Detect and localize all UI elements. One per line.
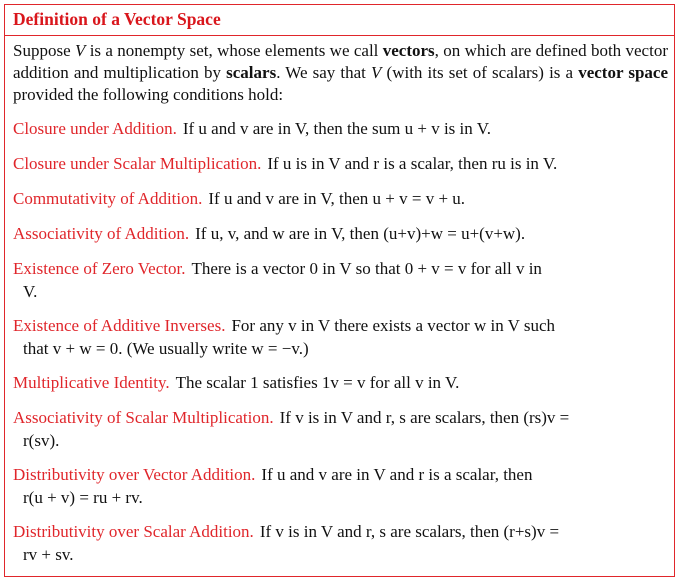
axiom-multiplicative-identity	[13, 371, 661, 394]
intro-term-vectors: vectors	[382, 41, 435, 60]
axiom-commutativity	[13, 187, 661, 210]
axiom-name: Closure under Scalar Multiplication.	[13, 154, 262, 173]
axiom-text-continued: r(sv).	[23, 431, 60, 450]
axiom-name: Commutativity of Addition.	[13, 189, 203, 208]
axiom-associativity-scalar	[13, 406, 661, 452]
intro-var: V	[371, 63, 382, 82]
axiom-text: If u is in V and r is a scalar, then ru is in V.	[267, 154, 558, 173]
intro-text: provided the following conditions hold:	[13, 85, 284, 104]
intro-text: Suppose	[13, 41, 75, 60]
definition-box	[4, 4, 675, 577]
axiom-distributivity-scalar	[13, 520, 661, 566]
definition-title: Definition of a Vector Space	[13, 9, 221, 29]
axiom-associativity-addition	[13, 222, 661, 245]
axiom-text: If v is in V and r, s are scalars, then (r+s)v =	[259, 522, 560, 541]
axiom-text-continued: that v + w = 0. (We usually write w = −v.)	[23, 339, 309, 358]
axiom-text-continued: r(u + v) = ru + rv.	[23, 488, 143, 507]
axiom-closure-scalar	[13, 152, 661, 175]
axiom-distributivity-vector	[13, 463, 661, 509]
axiom-text-continued: V.	[23, 282, 38, 301]
axiom-name: Existence of Zero Vector.	[13, 259, 186, 278]
axiom-name: Existence of Additive Inverses.	[13, 316, 226, 335]
axiom-name: Associativity of Addition.	[13, 224, 190, 243]
axiom-text: If u and v are in V and r is a scalar, then	[261, 465, 533, 484]
intro-text: (with its set of scalars) is a	[381, 63, 579, 82]
intro-var: V	[74, 41, 86, 60]
axiom-text: There is a vector 0 in V so that 0 + v = v for all v in	[191, 259, 542, 278]
intro-term-scalars: scalars	[226, 63, 277, 82]
axiom-text: If u and v are in V, then the sum u + v is in V.	[182, 119, 492, 138]
axiom-text: For any v in V there exists a vector w in V such	[231, 316, 556, 335]
axiom-name: Distributivity over Vector Addition.	[13, 465, 256, 484]
intro-text: . We say that	[276, 63, 372, 82]
axiom-text: The scalar 1 satisfies 1v = v for all v in V.	[175, 373, 460, 392]
axiom-zero-vector	[13, 257, 661, 303]
axiom-name: Closure under Addition.	[13, 119, 177, 138]
axiom-name: Distributivity over Scalar Addition.	[13, 522, 254, 541]
axiom-name: Associativity of Scalar Multiplication.	[13, 408, 274, 427]
axiom-name: Multiplicative Identity.	[13, 373, 170, 392]
title-divider	[5, 35, 674, 36]
axiom-text: If u, v, and w are in V, then (u+v)+w = u+(v+w).	[195, 224, 526, 243]
intro-text: , on which are defined both vector addition and multiplication by	[13, 41, 668, 82]
intro-paragraph	[13, 40, 668, 106]
axiom-text-continued: rv + sv.	[23, 545, 74, 564]
axiom-text: If u and v are in V, then u + v = v + u.	[208, 189, 466, 208]
axiom-closure-addition	[13, 117, 661, 140]
axiom-text: If v is in V and r, s are scalars, then (rs)v =	[279, 408, 570, 427]
intro-term-vector-space: vector space	[578, 63, 668, 82]
intro-text: is a nonempty set, whose elements we call	[85, 41, 383, 60]
axiom-additive-inverses	[13, 314, 661, 360]
